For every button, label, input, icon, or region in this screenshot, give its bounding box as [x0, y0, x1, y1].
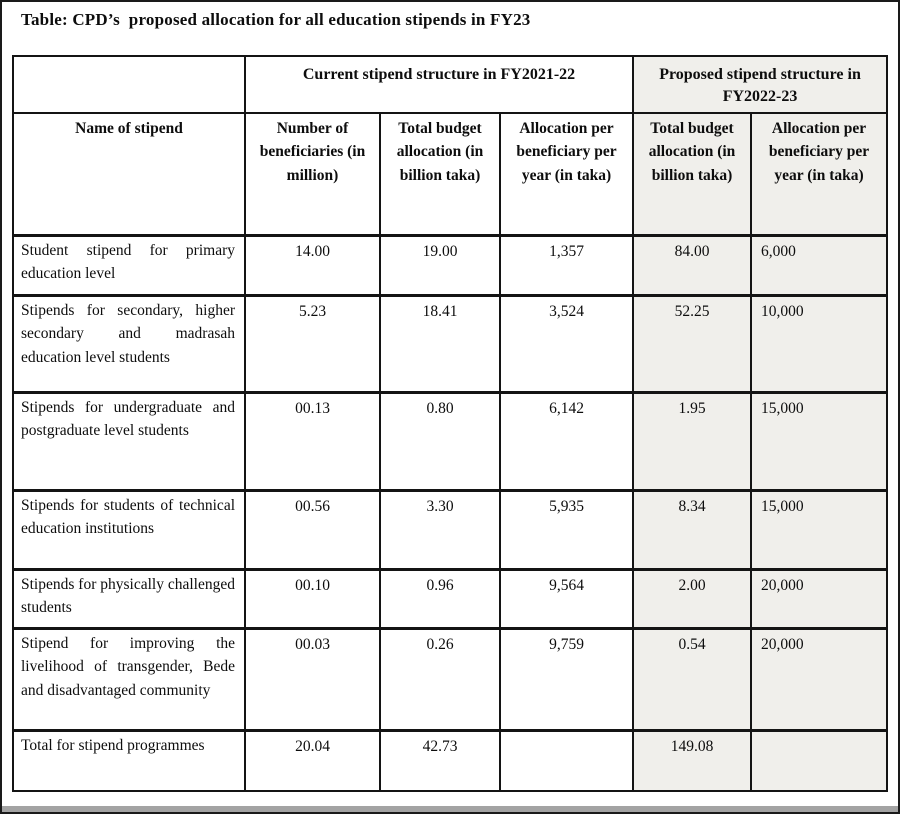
cell-stipend-name: Stipends for secondary, higher secondary and madrasah education level students: [13, 295, 245, 392]
cell-beneficiaries: 14.00: [245, 235, 380, 295]
cell-current-per-beneficiary: [500, 730, 633, 791]
cell-current-budget: 19.00: [380, 235, 500, 295]
group-header-current: Current stipend structure in FY2021-22: [245, 56, 633, 113]
cell-current-budget: 0.96: [380, 569, 500, 628]
column-header-name: Name of stipend: [13, 113, 245, 235]
table-row-total: [13, 730, 887, 791]
cell-beneficiaries: 00.03: [245, 628, 380, 730]
cell-current-budget: 3.30: [380, 490, 500, 569]
cell-beneficiaries: 00.56: [245, 490, 380, 569]
column-header-proposed-per-beneficiary: Allocation per beneficiary per year (in taka): [751, 113, 887, 235]
table-row: [13, 628, 887, 730]
cell-beneficiaries: 20.04: [245, 730, 380, 791]
group-header-proposed: Proposed stipend structure in FY2022-23: [633, 56, 887, 113]
cell-proposed-per-beneficiary: 15,000: [751, 490, 887, 569]
cell-current-per-beneficiary: 6,142: [500, 392, 633, 490]
group-header-blank: [13, 56, 245, 113]
cell-proposed-budget: 8.34: [633, 490, 751, 569]
stipend-table: [12, 55, 888, 792]
cell-stipend-name: Stipends for physically challenged students: [13, 569, 245, 628]
cell-current-per-beneficiary: 1,357: [500, 235, 633, 295]
cell-proposed-budget: 52.25: [633, 295, 751, 392]
group-header-row: [13, 56, 887, 113]
cell-current-per-beneficiary: 3,524: [500, 295, 633, 392]
table-caption: Table: CPD’s proposed allocation for all education stipends in FY23: [21, 10, 531, 29]
column-header-beneficiaries: Number of beneficiaries (in million): [245, 113, 380, 235]
cell-stipend-name: Student stipend for primary education level: [13, 235, 245, 295]
table-row: [13, 392, 887, 490]
cell-proposed-budget: 149.08: [633, 730, 751, 791]
cell-current-budget: 0.80: [380, 392, 500, 490]
table-row: [13, 295, 887, 392]
cell-stipend-name: Total for stipend programmes: [13, 730, 245, 791]
cell-proposed-budget: 84.00: [633, 235, 751, 295]
column-header-current-budget: Total budget allocation (in billion taka): [380, 113, 500, 235]
cell-stipend-name: Stipends for undergraduate and postgraduate level students: [13, 392, 245, 490]
table-row: [13, 490, 887, 569]
cell-current-per-beneficiary: 9,759: [500, 628, 633, 730]
cell-current-budget: 18.41: [380, 295, 500, 392]
cell-proposed-per-beneficiary: 6,000: [751, 235, 887, 295]
cell-beneficiaries: 00.13: [245, 392, 380, 490]
cell-stipend-name: Stipend for improving the livelihood of transgender, Bede and disadvantaged community: [13, 628, 245, 730]
cell-current-per-beneficiary: 9,564: [500, 569, 633, 628]
cell-current-per-beneficiary: 5,935: [500, 490, 633, 569]
table-row: [13, 235, 887, 295]
cell-stipend-name: Stipends for students of technical education institutions: [13, 490, 245, 569]
cell-current-budget: 0.26: [380, 628, 500, 730]
cell-proposed-budget: 1.95: [633, 392, 751, 490]
cell-proposed-per-beneficiary: 20,000: [751, 569, 887, 628]
cell-proposed-per-beneficiary: 15,000: [751, 392, 887, 490]
cell-proposed-budget: 0.54: [633, 628, 751, 730]
cell-beneficiaries: 00.10: [245, 569, 380, 628]
column-header-row: [13, 113, 887, 235]
cell-proposed-budget: 2.00: [633, 569, 751, 628]
bottom-edge-bar: [0, 806, 900, 814]
cell-proposed-per-beneficiary: 20,000: [751, 628, 887, 730]
cell-current-budget: 42.73: [380, 730, 500, 791]
column-header-proposed-budget: Total budget allocation (in billion taka): [633, 113, 751, 235]
cell-beneficiaries: 5.23: [245, 295, 380, 392]
table-row: [13, 569, 887, 628]
column-header-current-per-beneficiary: Allocation per beneficiary per year (in taka): [500, 113, 633, 235]
cell-proposed-per-beneficiary: [751, 730, 887, 791]
cell-proposed-per-beneficiary: 10,000: [751, 295, 887, 392]
